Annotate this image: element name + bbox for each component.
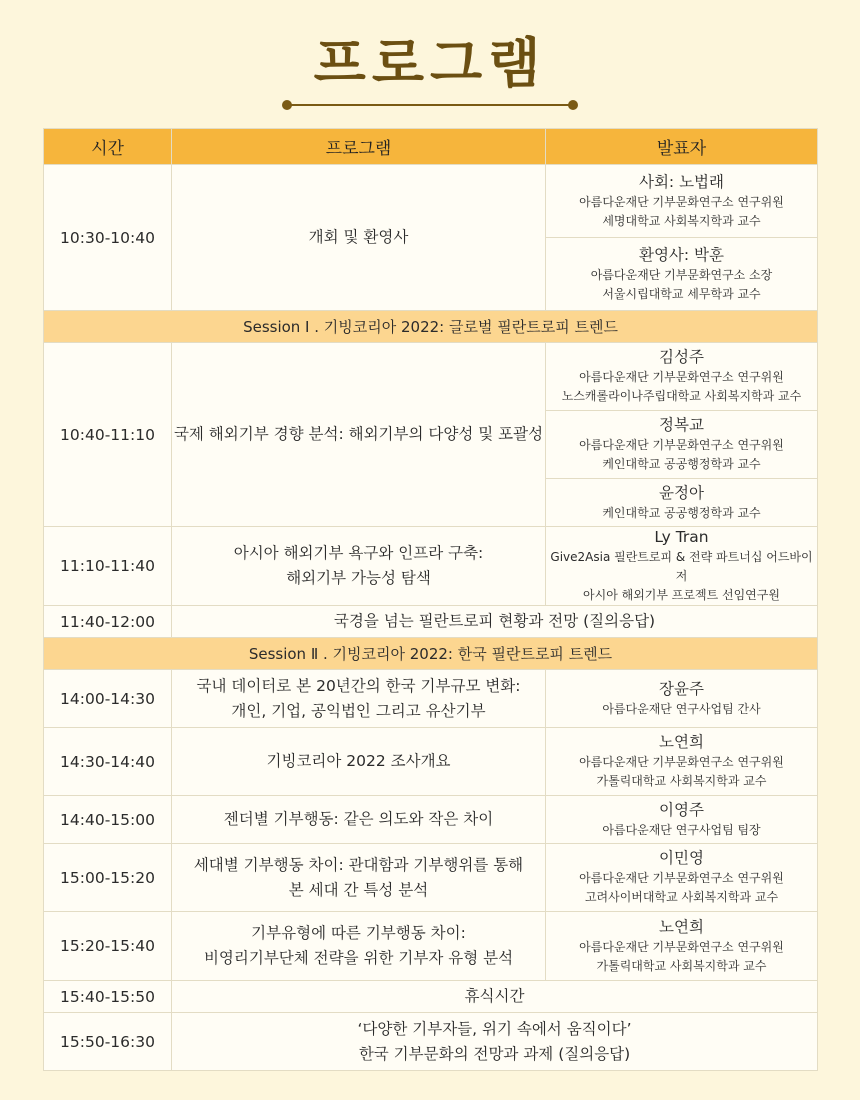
time-cell: 11:10-11:40 [44,527,172,606]
program-line: 기부유형에 따른 기부행동 차이: [251,924,466,942]
speaker-cell [546,343,818,411]
session-2-title: Session Ⅱ . 기빙코리아 2022: 한국 필란트로피 트렌드 [44,638,818,670]
speaker-name: 이민영 [659,849,704,867]
program-cell: 휴식시간 [172,981,818,1013]
table-row [44,527,818,606]
speaker-name: 사회: 노법래 [638,172,724,191]
speaker-affiliation: 가톨릭대학교 사회복지학과 교수 [596,774,767,788]
divider-line [288,104,572,106]
time-cell: 10:30-10:40 [44,165,172,311]
program-line: 비영리기부단체 전략을 위한 기부자 유형 분석 [203,949,514,967]
program-cell: 젠더별 기부행동: 같은 의도와 작은 차이 [172,796,546,844]
speaker-cell [546,796,818,844]
speaker-cell [546,527,818,606]
speaker-affiliation: 아름다운재단 기부문화연구소 연구위원 [579,194,784,209]
title-area [0,28,860,98]
program-cell [172,527,546,606]
speaker-affiliation: 고려사이버대학교 사회복지학과 교수 [584,890,779,904]
divider-dot-right [568,100,578,110]
program-line: 국내 데이터로 본 20년간의 한국 기부규모 변화: [196,676,521,695]
speaker-cell [546,165,818,238]
session-1-title: Session Ⅰ . 기빙코리아 2022: 글로벌 필란트로피 트렌드 [44,311,818,343]
time-cell: 15:20-15:40 [44,912,172,981]
program-cell: 국제 해외기부 경향 분석: 해외기부의 다양성 및 포괄성 [172,343,546,527]
program-cell: 개회 및 환영사 [172,165,546,311]
speaker-affiliation: 케인대학교 공공행정학과 교수 [602,457,761,471]
table-row [44,981,818,1013]
program-line: 본 세대 간 특성 분석 [288,880,429,899]
table-row [44,670,818,728]
time-cell: 15:40-15:50 [44,981,172,1013]
speaker-name: 노연희 [659,733,704,751]
program-cell [172,1013,818,1071]
speaker-name: 환영사: 박훈 [638,245,724,264]
program-table [43,128,818,1071]
speaker-affiliation: 서울시립대학교 세무학과 교수 [602,286,761,301]
speaker-cell [546,670,818,728]
speaker-name: Ly Tran [654,528,709,546]
session-row [44,638,818,670]
speaker-cell [546,844,818,912]
program-line: 아시아 해외기부 욕구와 인프라 구축: [233,544,484,562]
speaker-name: 윤정아 [659,483,704,502]
program-line: ‘다양한 기부자들, 위기 속에서 움직이다’ [357,1019,632,1038]
table-header-row [44,129,818,165]
speaker-cell [546,728,818,796]
program-cell [172,912,546,981]
session-row [44,311,818,343]
speaker-affiliation: 아름다운재단 기부문화연구소 연구위원 [579,755,784,769]
table-row [44,912,818,981]
time-cell: 14:40-15:00 [44,796,172,844]
page-title: 프로그램 [313,31,547,95]
title-divider [282,99,578,111]
table-row [44,728,818,796]
speaker-name: 노연희 [659,917,704,936]
program-cell: 기빙코리아 2022 조사개요 [172,728,546,796]
table-row [44,796,818,844]
time-cell: 15:00-15:20 [44,844,172,912]
program-cell [172,670,546,728]
time-cell: 14:00-14:30 [44,670,172,728]
header-time: 시간 [44,129,172,165]
program-cell: 국경을 넘는 필란트로피 현황과 전망 (질의응답) [172,606,818,638]
speaker-cell [546,912,818,981]
speaker-name: 이영주 [659,800,704,819]
table-row [44,1013,818,1071]
speaker-affiliation: 아시아 해외기부 프로젝트 선임연구원 [583,588,780,602]
program-line: 한국 기부문화의 전망과 과제 (질의응답) [358,1044,631,1063]
speaker-affiliation: 노스캐롤라이나주립대학교 사회복지학과 교수 [561,389,802,403]
speaker-affiliation: Give2Asia 필란트로피 & 전략 파트너십 어드바이저 [550,550,813,583]
speaker-name: 장윤주 [659,679,704,698]
speaker-cell [546,238,818,311]
speaker-affiliation: 아름다운재단 기부문화연구소 연구위원 [579,939,784,954]
time-cell: 15:50-16:30 [44,1013,172,1071]
time-cell: 11:40-12:00 [44,606,172,638]
header-program: 프로그램 [172,129,546,165]
speaker-affiliation: 아름다운재단 기부문화연구소 연구위원 [579,871,784,885]
speaker-affiliation: 아름다운재단 기부문화연구소 연구위원 [579,438,784,452]
table-row [44,606,818,638]
table-row [44,165,818,238]
speaker-affiliation: 가톨릭대학교 사회복지학과 교수 [596,958,767,973]
speaker-cell [546,411,818,479]
speaker-affiliation: 아름다운재단 연구사업팀 간사 [602,701,761,716]
program-line: 해외기부 가능성 탐색 [286,569,431,587]
speaker-name: 김성주 [659,348,704,366]
program-line: 개인, 기업, 공익법인 그리고 유산기부 [231,701,486,720]
divider-dot-left [282,100,292,110]
time-cell: 14:30-14:40 [44,728,172,796]
program-cell [172,844,546,912]
speaker-name: 정복교 [659,416,704,434]
table-row [44,844,818,912]
program-line: 세대별 기부행동 차이: 관대함과 기부행위를 통해 [193,855,524,874]
speaker-cell [546,479,818,527]
time-cell: 10:40-11:10 [44,343,172,527]
header-speaker: 발표자 [546,129,818,165]
speaker-affiliation: 케인대학교 공공행정학과 교수 [602,505,761,520]
speaker-affiliation: 아름다운재단 기부문화연구소 소장 [590,267,773,282]
speaker-affiliation: 아름다운재단 기부문화연구소 연구위원 [579,370,784,384]
speaker-affiliation: 세명대학교 사회복지학과 교수 [602,213,761,228]
speaker-affiliation: 아름다운재단 연구사업팀 팀장 [602,822,761,837]
table-row [44,343,818,411]
